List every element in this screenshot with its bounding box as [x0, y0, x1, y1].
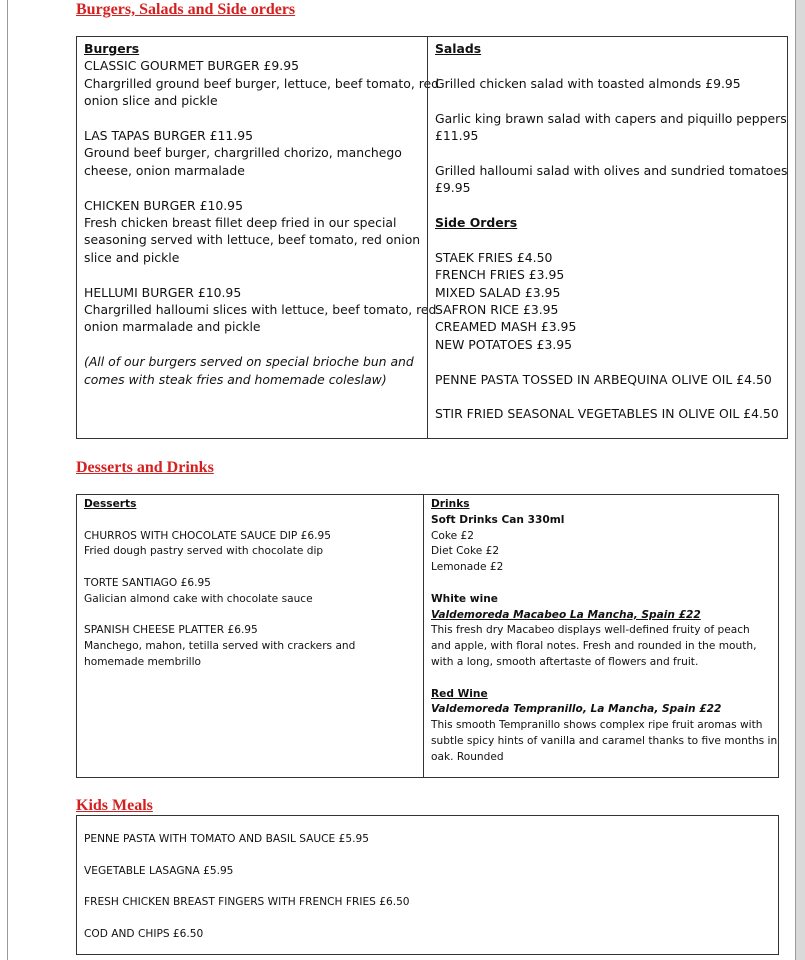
menu-item-name: HELLUMI BURGER £10.95 — [84, 284, 242, 300]
side-order-item: NEW POTATOES £3.95 — [435, 336, 573, 352]
side-order-item: SAFRON RICE £3.95 — [435, 302, 559, 318]
menu-item-desc: Fresh chicken breast fillet deep fried in our special — [84, 215, 397, 231]
side-order-extra: PENNE PASTA TOSSED IN ARBEQUINA OLIVE OIL £4.50 — [435, 371, 772, 387]
menu-item-name: CLASSIC GOURMET BURGER £9.95 — [84, 58, 299, 74]
desserts-drinks-box — [76, 494, 779, 778]
drinks-title: Drinks — [431, 498, 470, 510]
salad-item: £9.95 — [435, 180, 471, 196]
dessert-desc: homemade membrillo — [84, 655, 202, 668]
white-wine-desc: and apple, with floral notes. Fresh and rounded in the mouth, — [431, 640, 757, 653]
dessert-desc: Manchego, mahon, tetilla served with crackers and — [84, 640, 356, 653]
salads-title: Salads — [435, 41, 482, 56]
side-order-item: CREAMED MASH £3.95 — [435, 319, 577, 335]
kids-meals-box — [76, 815, 779, 955]
menu-item-desc: Ground beef burger, chargrilled chorizo, manchego — [84, 145, 402, 161]
kids-meal-item: COD AND CHIPS £6.50 — [84, 927, 204, 940]
dessert-desc: Galician almond cake with chocolate sauce — [84, 592, 313, 605]
side-order-item: MIXED SALAD £3.95 — [435, 284, 561, 300]
menu-item-desc: seasoning served with lettuce, beef tomato, red onion — [84, 232, 421, 248]
burgers-column — [77, 37, 440, 438]
dessert-name: CHURROS WITH CHOCOLATE SAUCE DIP £6.95 — [84, 529, 331, 542]
soft-drink-item: Diet Coke £2 — [431, 545, 500, 558]
drinks-column — [423, 495, 778, 777]
salad-item: Garlic king brawn salad with capers and piquillo peppers — [435, 110, 787, 126]
burgers-note: (All of our burgers served on special brioche bun and — [84, 354, 414, 370]
white-wine-title: White wine — [431, 592, 498, 605]
side-orders-title: Side Orders — [435, 215, 518, 230]
white-wine-name: Valdemoreda Macabeo La Mancha, Spain £22 — [431, 608, 701, 621]
menu-item-name: CHICKEN BURGER £10.95 — [84, 197, 243, 213]
salad-item: Grilled chicken salad with toasted almonds £9.95 — [435, 75, 741, 91]
menu-item-desc: Chargrilled halloumi slices with lettuce, beef tomato, red — [84, 302, 437, 318]
red-wine-desc: This smooth Tempranillo shows complex ripe fruit aromas with — [431, 719, 763, 732]
red-wine-desc: subtle spicy hints of vanilla and caramel thanks to five months in — [431, 734, 778, 747]
burgers-salads-box — [76, 36, 788, 439]
dessert-name: TORTE SANTIAGO £6.95 — [84, 576, 211, 589]
menu-item-desc: onion slice and pickle — [84, 93, 218, 109]
desserts-title: Desserts — [84, 498, 137, 510]
soft-drink-item: Coke £2 — [431, 529, 475, 542]
salad-item: Grilled halloumi salad with olives and sundried tomatoes — [435, 162, 788, 178]
page-edge-left — [7, 0, 8, 960]
menu-item-desc: Chargrilled ground beef burger, lettuce, beef tomato, red — [84, 75, 440, 91]
side-order-item: STAEK FRIES £4.50 — [435, 249, 553, 265]
menu-item-desc: onion marmalade and pickle — [84, 319, 261, 335]
dessert-name: SPANISH CHEESE PLATTER £6.95 — [84, 624, 258, 637]
kids-meal-item: PENNE PASTA WITH TOMATO AND BASIL SAUCE £5.95 — [84, 833, 369, 845]
burgers-title: Burgers — [84, 41, 140, 56]
menu-item-name: LAS TAPAS BURGER £11.95 — [84, 128, 254, 144]
red-wine-desc: oak. Rounded — [431, 750, 504, 763]
dessert-desc: Fried dough pastry served with chocolate dip — [84, 545, 324, 558]
section-heading-desserts-drinks: Desserts and Drinks — [76, 459, 214, 476]
white-wine-desc: with a long, smooth aftertaste of flowers and fruit. — [431, 655, 699, 668]
side-order-extra: STIR FRIED SEASONAL VEGETABLES IN OLIVE OIL £4.50 — [435, 406, 779, 422]
kids-meal-item: FRESH CHICKEN BREAST FINGERS WITH FRENCH FRIES £6.50 — [84, 896, 410, 909]
white-wine-desc: This fresh dry Macabeo displays well-defined fruity of peach — [431, 624, 750, 637]
soft-drink-item: Lemonade £2 — [431, 561, 504, 574]
section-heading-burgers-salads: Burgers, Salads and Side orders — [76, 1, 296, 18]
soft-drinks-title: Soft Drinks Can 330ml — [431, 513, 565, 526]
page-gutter — [796, 0, 805, 960]
red-wine-title: Red Wine — [431, 687, 488, 700]
kids-meal-item: VEGETABLE LASAGNA £5.95 — [84, 864, 234, 877]
menu-item-desc: cheese, onion marmalade — [84, 162, 245, 178]
burgers-note: comes with steak fries and homemade coleslaw) — [84, 371, 387, 387]
salads-sides-column — [427, 37, 787, 438]
section-heading-kids-meals: Kids Meals — [76, 797, 153, 814]
salad-item: £11.95 — [435, 128, 479, 143]
side-order-item: FRENCH FRIES £3.95 — [435, 267, 565, 283]
desserts-column — [77, 495, 423, 777]
menu-item-desc: slice and pickle — [84, 249, 180, 265]
red-wine-name: Valdemoreda Tempranillo, La Mancha, Spain £22 — [431, 703, 722, 716]
